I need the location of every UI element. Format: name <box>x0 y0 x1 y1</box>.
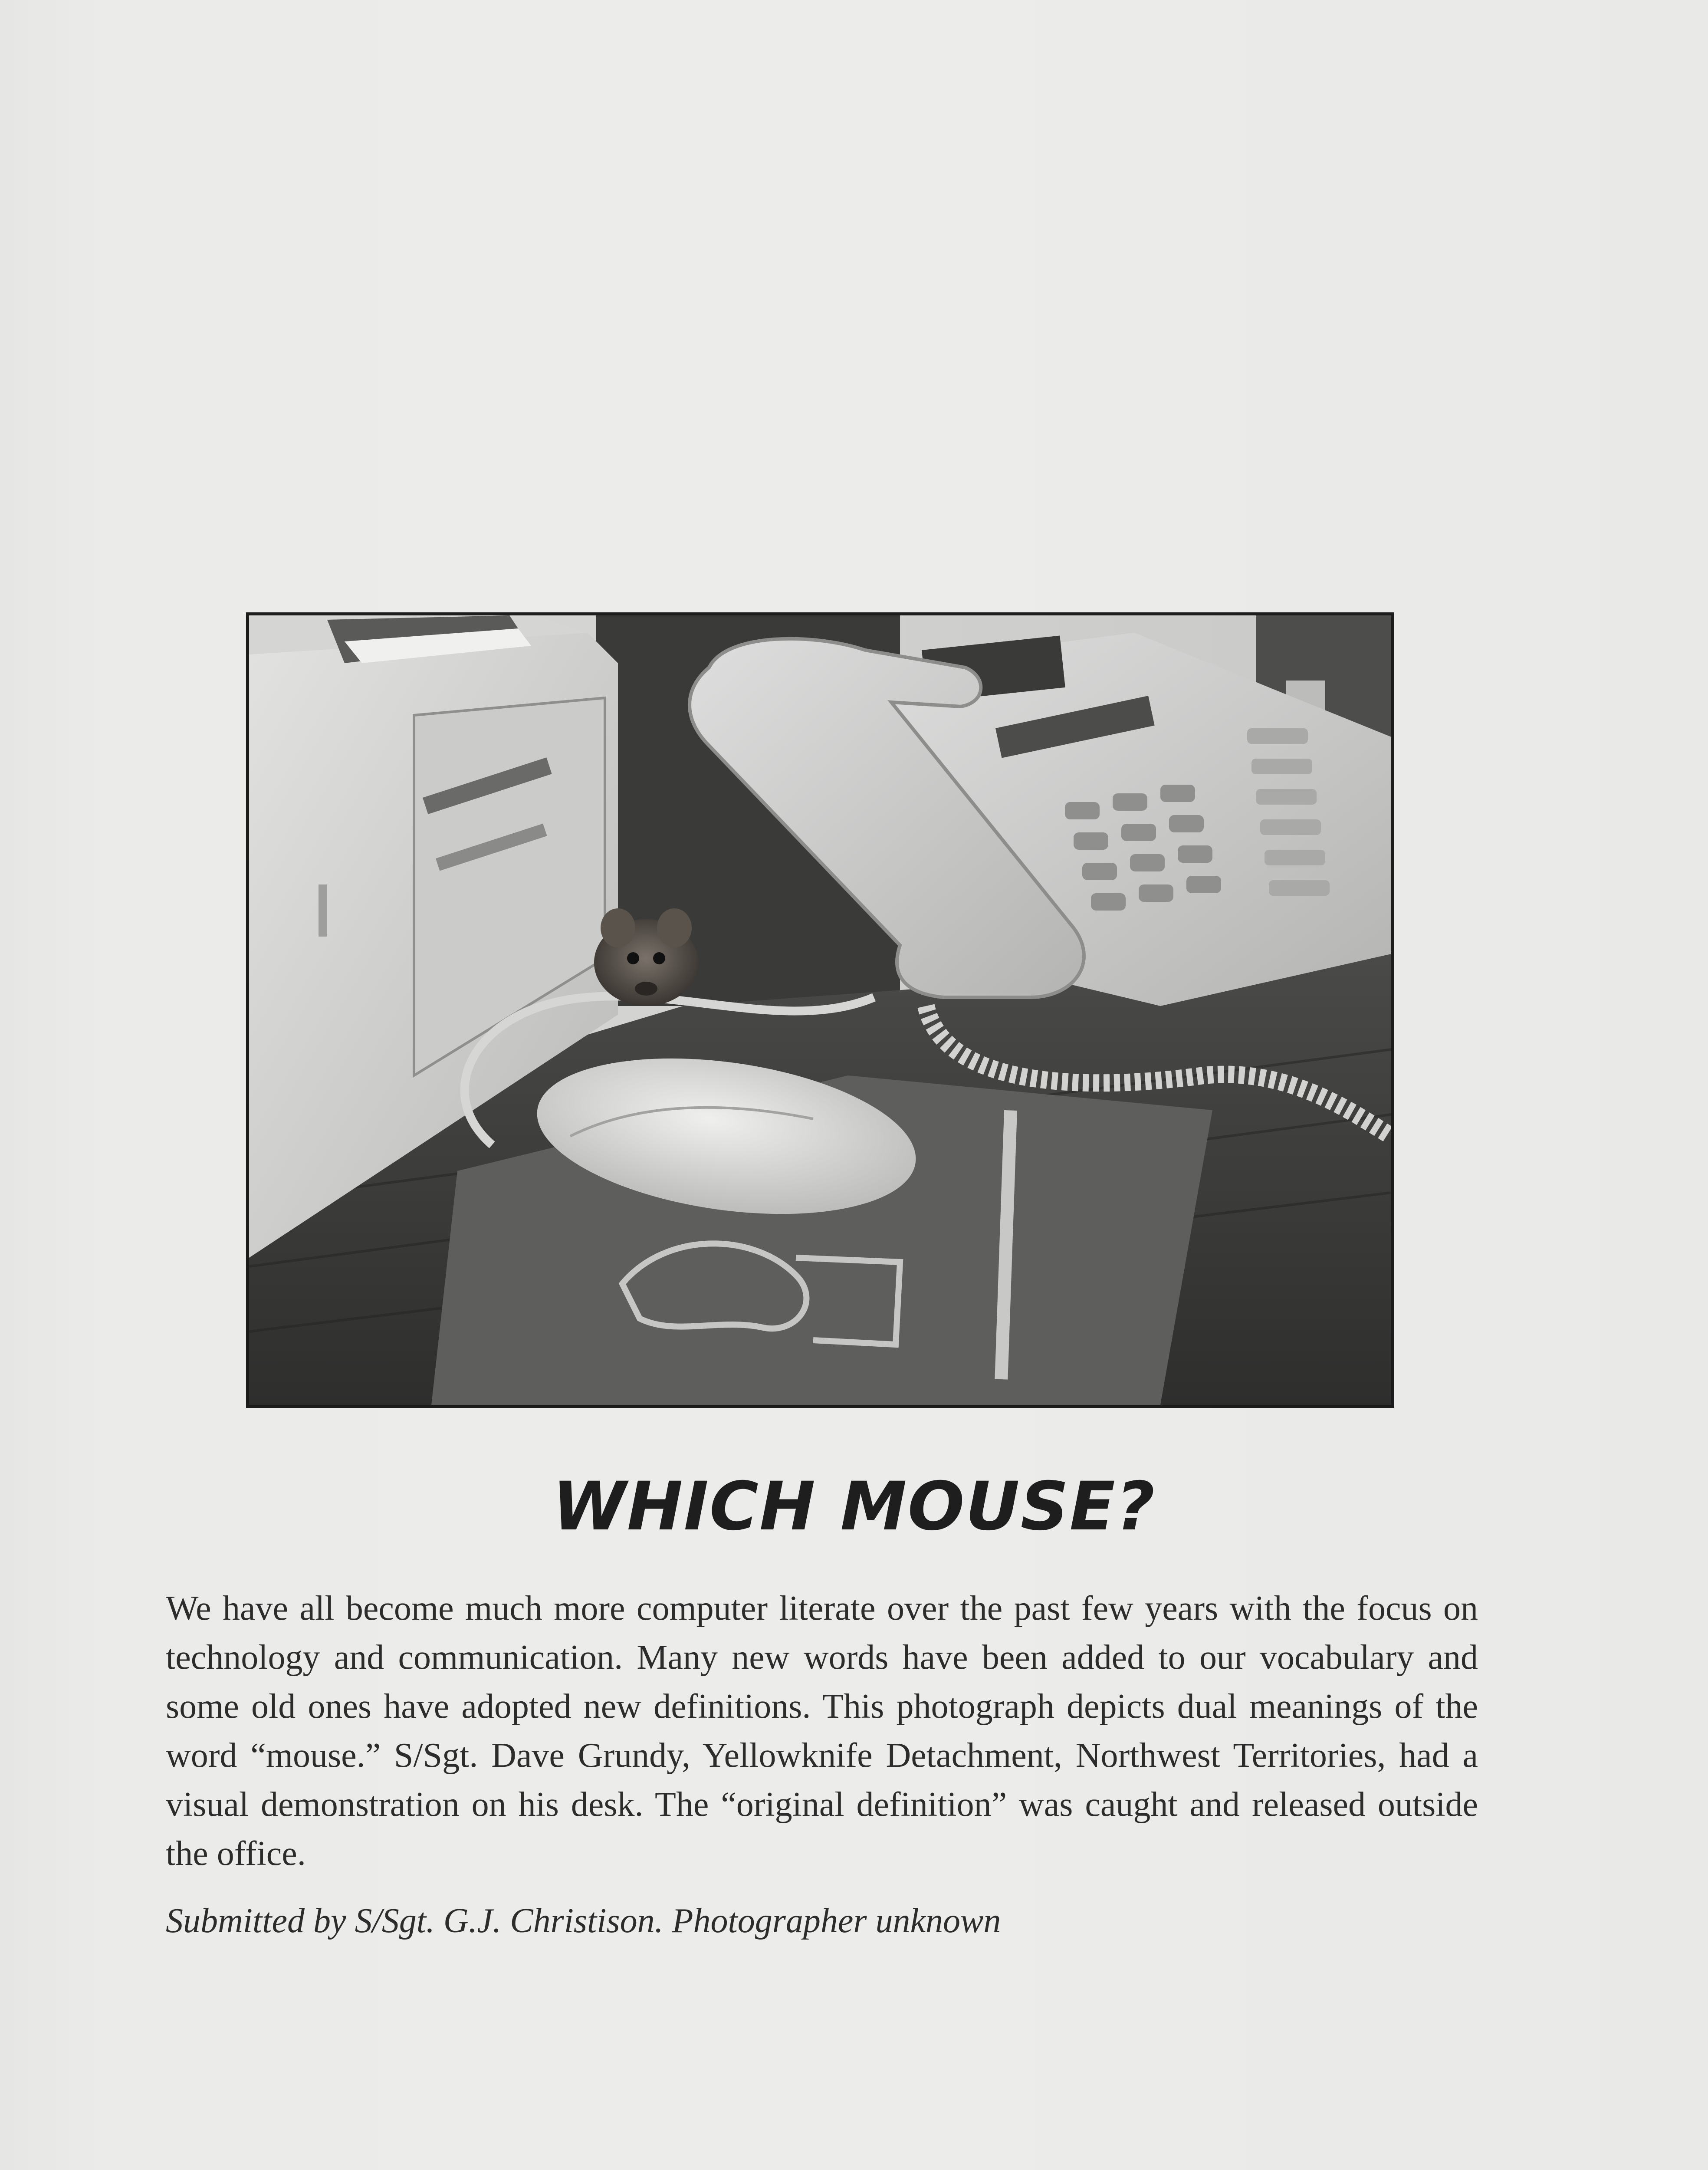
photo-illustration <box>249 615 1391 1405</box>
photo-credit: Submitted by S/Sgt. G.J. Christison. Photographer unknown <box>166 1902 1001 1940</box>
photograph <box>246 612 1394 1408</box>
article-title: WHICH MOUSE? <box>552 1468 1156 1545</box>
article-body: We have all become much more computer literate over the past few years with the focus on technology and communication. Many new words have been added to our vocabulary and some old ones have adopted new definitions. This photograph depicts dual meanings of the word “mouse.” S/Sgt. Dave Grundy, Yellowknife Detachment, Northwest Territories, had a visual demonstration on his desk. The “original definition” was caught and released outside the office. <box>166 1589 1478 1873</box>
